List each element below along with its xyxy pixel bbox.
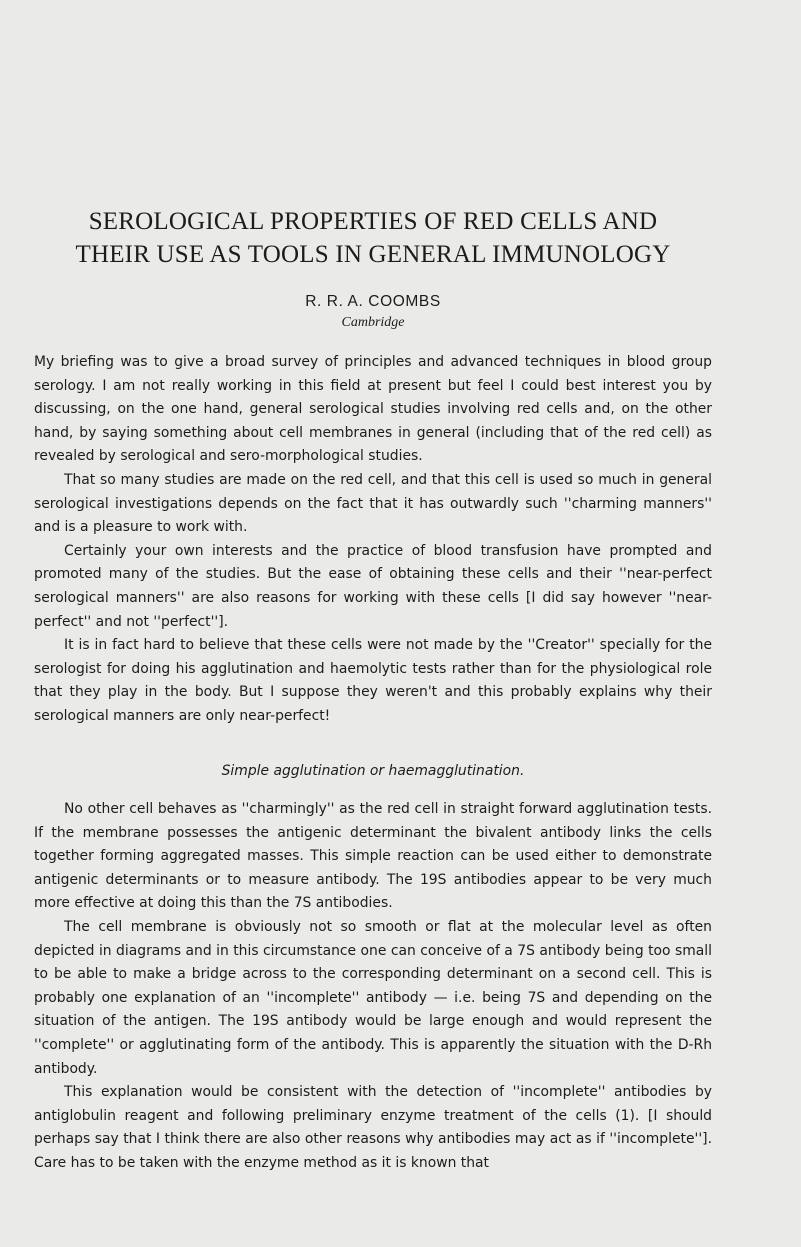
paragraph: My briefing was to give a broad survey of principles and advanced techniques in blood group serology. I am not really working in this field at present but feel I could best interest you by discussing, on the one hand, general serological studies involving red cells and, on the other hand, by saying something about cell membranes in general (including that of the red cell) as revealed by serological and sero-morphological studies.: [34, 354, 712, 465]
paragraph: Certainly your own interests and the practice of blood transfusion have prompted and promoted many of the studies. But the ease of obtaining these cells and their ''near-perfect serological manners'' are also reasons for working with these cells [I did say however ''near-perfect'' and not ''perfect''].: [34, 542, 712, 630]
paper-title: [34, 205, 712, 271]
paragraph: This explanation would be consistent with the detection of ''incomplete'' antibodies by antiglobulin reagent and following preliminary enzyme treatment of the cells (1). [I should perhaps say that I think there are also other reasons why antibodies may act as if ''incomplete'']. Care has to be taken with the enzyme method as it is known that: [34, 1084, 712, 1171]
document-page: [34, 205, 712, 1176]
title-line-1: SEROLOGICAL PROPERTIES OF RED CELLS AND: [88, 208, 658, 235]
paragraph: That so many studies are made on the red cell, and that this cell is used so much in general serological investigations depends on the fact that it has outwardly such ''charming manners'' and is a pleasure to work with.: [34, 471, 712, 536]
paragraph: The cell membrane is obviously not so smooth or flat at the molecular level as often depicted in diagrams and in this circumstance one can conceive of a 7S antibody being too small to be able to make a bridge across to the corresponding determinant on a second cell. This is probably one explanation of an ''incomplete'' antibody — i.e. being 7S and depending on the situation of the antigen. The 19S antibody would be large enough and would represent the ''complete'' or agglutinating form of the antibody. This is apparently the situation with the D-Rh antibody.: [34, 919, 712, 1077]
paragraph: It is in fact hard to believe that these cells were not made by the ''Creator'' specially for the serologist for doing his agglutination and haemolytic tests rather than for the physiological role that they play in the body. But I suppose they weren't and this probably explains why their serological manners are only near-perfect!: [34, 637, 712, 724]
author-name: R. R. A. COOMBS: [305, 293, 441, 310]
author-affiliation: Cambridge: [341, 315, 405, 330]
paragraph: No other cell behaves as ''charmingly'' as the red cell in straight forward agglutination tests. If the membrane possesses the antigenic determinant the bivalent antibody links the cells together forming aggregated masses. This simple reaction can be used either to demonstrate antigenic determinants or to measure antibody. The 19S antibodies appear to be very much more effective at doing this than the 7S antibodies.: [34, 801, 712, 912]
section-heading: Simple agglutination or haemagglutination.: [221, 762, 525, 779]
body-text: [34, 351, 712, 1176]
title-line-2: THEIR USE AS TOOLS IN GENERAL IMMUNOLOGY: [75, 241, 671, 268]
